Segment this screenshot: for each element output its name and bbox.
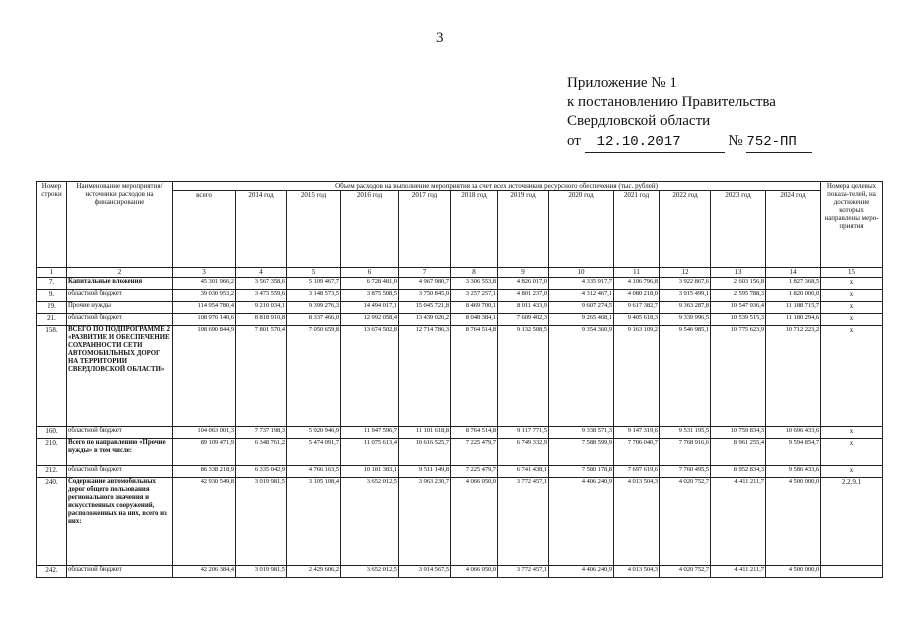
value-cell: 2 595 788,3 [711, 290, 766, 302]
row-name-cell: областной бюджет [67, 566, 173, 578]
table-row [37, 466, 883, 478]
value-cell: 7 768 916,6 [660, 439, 711, 466]
value-cell: 86 338 218,9 [173, 466, 236, 478]
column-number: 2 [67, 268, 173, 278]
value-cell: 9 586 433,6 [766, 466, 821, 478]
column-number: 9 [498, 268, 549, 278]
value-cell: 45 301 966,2 [173, 278, 236, 290]
value-cell: 7 225 479,7 [451, 466, 498, 478]
value-cell: 11 947 596,7 [341, 427, 399, 439]
value-cell: 6 348 761,2 [236, 439, 287, 466]
appendix-date-row [567, 132, 887, 153]
header-year: 2020 год [549, 191, 614, 268]
value-cell: 6 741 438,1 [498, 466, 549, 478]
value-cell: 4 967 980,7 [399, 278, 451, 290]
number-field [746, 132, 812, 153]
value-cell: 3 922 867,6 [660, 278, 711, 290]
value-cell: 12 992 058,4 [341, 314, 399, 326]
row-name-cell: ВСЕГО ПО ПОДПРОГРАММЕ 2 «РАЗВИТИЕ И ОБЕСПЕЧЕНИЕ СОХРАННОСТИ СЕТИ АВТОМОБИЛЬНЫХ ДОРОГ НА ТЕРРИТОРИИ СВЕРДЛОВСКОЙ ОБЛАСТИ» [67, 326, 173, 427]
row-number-cell: 21. [37, 314, 67, 326]
value-cell: 2 603 156,8 [711, 278, 766, 290]
value-cell: 4 766 163,5 [287, 466, 341, 478]
value-cell: 8 961 255,4 [711, 439, 766, 466]
value-cell: 3 772 457,1 [498, 478, 549, 566]
value-cell: 3 652 012,5 [341, 478, 399, 566]
value-cell: 10 539 515,3 [711, 314, 766, 326]
target-cell: x [821, 427, 883, 439]
value-cell: 4 500 000,0 [766, 478, 821, 566]
value-cell: 4 020 752,7 [660, 478, 711, 566]
table-header-row-group [37, 182, 883, 191]
column-number: 10 [549, 268, 614, 278]
column-number: 12 [660, 268, 711, 278]
value-cell: 3 875 508,5 [341, 290, 399, 302]
value-cell: 5 474 091,7 [287, 439, 341, 466]
value-cell: 9 607 274,5 [549, 302, 614, 314]
header-row-no: Номер строки [37, 182, 67, 268]
value-cell: 4 066 050,0 [451, 478, 498, 566]
header-year: всего [173, 191, 236, 268]
appendix-region: Свердловской области [567, 113, 711, 129]
value-cell: 42 206 384,4 [173, 566, 236, 578]
value-cell: 7 609 402,3 [498, 314, 549, 326]
header-year: 2016 год [341, 191, 399, 268]
table-row [37, 314, 883, 326]
value-cell: 2 429 606,2 [287, 566, 341, 578]
row-name-cell: областной бюджет [67, 466, 173, 478]
value-cell: 108 976 140,6 [173, 314, 236, 326]
value-cell: 4 826 017,0 [498, 278, 549, 290]
value-cell: 12 714 786,3 [399, 326, 451, 427]
target-cell: x [821, 302, 883, 314]
row-name-cell: областной бюджет [67, 314, 173, 326]
header-year: 2018 год [451, 191, 498, 268]
value-cell: 104 063 001,3 [173, 427, 236, 439]
table-body [37, 278, 883, 578]
value-cell: 8 952 834,3 [711, 466, 766, 478]
value-cell: 4 801 237,0 [498, 290, 549, 302]
header-year: 2021 год [614, 191, 660, 268]
value-cell: 3 019 981,5 [236, 478, 287, 566]
value-cell: 8 469 700,1 [451, 302, 498, 314]
column-number: 15 [821, 268, 883, 278]
value-cell: 11 188 715,7 [766, 302, 821, 314]
table-row [37, 427, 883, 439]
value-cell: 11 101 618,8 [399, 427, 451, 439]
column-number: 14 [766, 268, 821, 278]
table-row [37, 290, 883, 302]
value-cell: 7 697 619,6 [614, 466, 660, 478]
value-cell: 108 690 844,9 [173, 326, 236, 427]
value-cell: 3 963 230,7 [399, 478, 451, 566]
expenditure-table [36, 181, 883, 578]
value-cell: 7 737 198,3 [236, 427, 287, 439]
value-cell: 4 066 050,0 [451, 566, 498, 578]
column-number: 11 [614, 268, 660, 278]
value-cell: 4 080 218,0 [614, 290, 660, 302]
target-cell [821, 566, 883, 578]
value-cell: 1 820 000,0 [766, 290, 821, 302]
row-number-cell: 9. [37, 290, 67, 302]
value-cell: 4 406 240,9 [549, 478, 614, 566]
table-row [37, 278, 883, 290]
value-cell: 11 075 613,4 [341, 439, 399, 466]
value-cell: 4 335 917,7 [549, 278, 614, 290]
row-name-cell: Содержание автомобильных дорог общего пользования регионального значения и искусственных сооружений, расположенных на них, всего из них: [67, 478, 173, 566]
value-cell: 14 494 017,1 [341, 302, 399, 314]
row-name-cell: Капитальные вложения [67, 278, 173, 290]
value-cell: 8 048 384,1 [451, 314, 498, 326]
target-cell: x [821, 439, 883, 466]
column-number: 5 [287, 268, 341, 278]
column-number: 6 [341, 268, 399, 278]
value-cell: 9 594 854,7 [766, 439, 821, 466]
appendix-title: Приложение № 1 [567, 75, 677, 91]
header-year: 2019 год [498, 191, 549, 268]
row-number-cell: 158. [37, 326, 67, 427]
value-cell: 4 013 504,3 [614, 478, 660, 566]
value-cell: 9 210 034,1 [236, 302, 287, 314]
value-cell: 9 339 996,5 [660, 314, 711, 326]
value-cell: 9 399 276,3 [287, 302, 341, 314]
value-cell: 7 225 479,7 [451, 439, 498, 466]
date-prefix: от [567, 133, 581, 149]
value-cell: 9 363 287,8 [660, 302, 711, 314]
value-cell: 4 500 000,0 [766, 566, 821, 578]
row-number-cell: 19. [37, 302, 67, 314]
value-cell: 9 546 985,1 [660, 326, 711, 427]
row-number-cell: 212. [37, 466, 67, 478]
value-cell: 10 547 936,4 [711, 302, 766, 314]
value-cell: 4 106 796,8 [614, 278, 660, 290]
value-cell: 15 045 721,8 [399, 302, 451, 314]
value-cell: 9 405 618,3 [614, 314, 660, 326]
value-cell: 5 920 946,9 [287, 427, 341, 439]
value-cell: 9 132 508,5 [498, 326, 549, 427]
value-cell: 89 109 471,9 [173, 439, 236, 466]
value-cell: 8 764 514,8 [451, 326, 498, 427]
value-cell: 4 312 467,1 [549, 290, 614, 302]
value-cell: 7 801 570,4 [236, 326, 287, 427]
value-cell: 42 930 549,8 [173, 478, 236, 566]
value-cell: 3 652 012,5 [341, 566, 399, 578]
value-cell: 114 954 780,4 [173, 302, 236, 314]
table-row [37, 566, 883, 578]
value-cell: 10 696 433,6 [766, 427, 821, 439]
header-year: 2014 год [236, 191, 287, 268]
value-cell: 7 050 659,8 [287, 326, 341, 427]
value-cell: 6 749 332,9 [498, 439, 549, 466]
value-cell: 6 335 042,9 [236, 466, 287, 478]
column-number: 7 [399, 268, 451, 278]
value-cell: 4 020 752,7 [660, 566, 711, 578]
value-cell: 8 818 910,8 [236, 314, 287, 326]
value-cell: 9 617 382,7 [614, 302, 660, 314]
target-cell: x [821, 290, 883, 302]
row-name-cell: Всего по направлению «Прочие нужды» в том числе: [67, 439, 173, 466]
value-cell: 4 406 240,9 [549, 566, 614, 578]
header-name: Наименование мероприятия/источники расходов на финансирование [67, 182, 173, 268]
value-cell: 3 257 257,1 [451, 290, 498, 302]
row-number-cell: 160. [37, 427, 67, 439]
table-row [37, 439, 883, 466]
date-field [585, 132, 725, 153]
column-number: 13 [711, 268, 766, 278]
value-cell: 9 354 360,9 [549, 326, 614, 427]
column-number-row [37, 268, 883, 278]
number-prefix: № [728, 133, 743, 149]
value-cell: 9 511 149,8 [399, 466, 451, 478]
value-cell: 9 117 771,5 [498, 427, 549, 439]
value-cell: 8 337 466,0 [287, 314, 341, 326]
value-cell: 3 105 108,4 [287, 478, 341, 566]
row-name-cell: Прочие нужды [67, 302, 173, 314]
header-year: 2024 год [766, 191, 821, 268]
target-cell: x [821, 314, 883, 326]
value-cell: 7 580 178,8 [549, 466, 614, 478]
value-cell: 39 030 953,2 [173, 290, 236, 302]
table-row [37, 302, 883, 314]
header-year: 2017 год [399, 191, 451, 268]
value-cell: 3 915 499,1 [660, 290, 711, 302]
target-cell: x [821, 278, 883, 290]
page-number: 3 [436, 30, 444, 46]
value-cell: 6 728 481,0 [341, 278, 399, 290]
value-cell: 10 759 834,3 [711, 427, 766, 439]
value-cell: 8 011 433,9 [498, 302, 549, 314]
value-cell: 10 181 383,1 [341, 466, 399, 478]
header-year: 2015 год [287, 191, 341, 268]
value-cell: 9 147 319,6 [614, 427, 660, 439]
value-cell: 8 764 514,8 [451, 427, 498, 439]
value-cell: 9 338 571,3 [549, 427, 614, 439]
value-cell: 3 306 553,8 [451, 278, 498, 290]
value-cell: 3 914 567,5 [399, 566, 451, 578]
row-name-cell: областной бюджет [67, 290, 173, 302]
table-row [37, 326, 883, 427]
value-cell: 10 616 525,7 [399, 439, 451, 466]
value-cell: 3 148 573,5 [287, 290, 341, 302]
value-cell: 7 760 495,5 [660, 466, 711, 478]
number-value: 752-ПП [746, 134, 797, 150]
header-group: Объем расходов на выполнение мероприятия за счет всех источников ресурсного обеспечения (тыс. рублей) [173, 182, 821, 191]
value-cell: 11 180 294,6 [766, 314, 821, 326]
table-row [37, 478, 883, 566]
value-cell: 1 827 368,5 [766, 278, 821, 290]
appendix-header [567, 74, 887, 153]
value-cell: 4 411 211,7 [711, 566, 766, 578]
column-number: 1 [37, 268, 67, 278]
row-name-cell: областной бюджет [67, 427, 173, 439]
column-number: 8 [451, 268, 498, 278]
column-number: 4 [236, 268, 287, 278]
header-year: 2022 год [660, 191, 711, 268]
value-cell: 3 019 981,5 [236, 566, 287, 578]
column-number: 3 [173, 268, 236, 278]
target-cell: x [821, 326, 883, 427]
value-cell: 4 013 504,3 [614, 566, 660, 578]
row-number-cell: 242. [37, 566, 67, 578]
value-cell: 5 109 467,7 [287, 278, 341, 290]
value-cell: 3 473 559,6 [236, 290, 287, 302]
row-number-cell: 210. [37, 439, 67, 466]
value-cell: 9 265 468,1 [549, 314, 614, 326]
row-number-cell: 240. [37, 478, 67, 566]
value-cell: 13 439 026,2 [399, 314, 451, 326]
value-cell: 3 772 457,1 [498, 566, 549, 578]
header-year: 2023 год [711, 191, 766, 268]
value-cell: 9 163 109,2 [614, 326, 660, 427]
row-number-cell: 7. [37, 278, 67, 290]
value-cell: 7 588 599,9 [549, 439, 614, 466]
value-cell: 3 750 845,0 [399, 290, 451, 302]
header-targets: Номера целевых показа-телей, на достижение которых направлены меро-приятия [821, 182, 883, 268]
value-cell: 3 567 358,6 [236, 278, 287, 290]
appendix-resolution: к постановлению Правительства [567, 94, 776, 110]
target-cell: 2.2.9.1 [821, 478, 883, 566]
target-cell: x [821, 466, 883, 478]
value-cell: 4 411 211,7 [711, 478, 766, 566]
value-cell: 9 531 195,5 [660, 427, 711, 439]
value-cell: 10 712 223,2 [766, 326, 821, 427]
date-value: 12.10.2017 [596, 134, 681, 150]
value-cell: 13 674 502,8 [341, 326, 399, 427]
value-cell: 7 706 040,7 [614, 439, 660, 466]
value-cell: 10 775 623,9 [711, 326, 766, 427]
